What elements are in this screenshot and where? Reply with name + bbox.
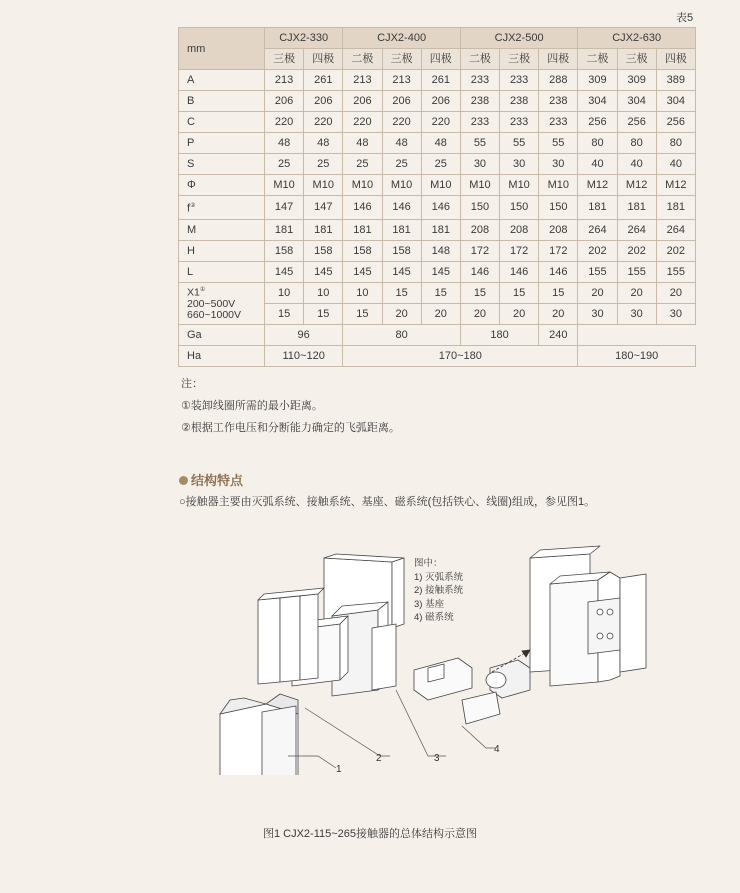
table-cell: 48 [343,133,382,154]
table-cell: M10 [460,175,499,196]
table-cell: 25 [421,154,460,175]
model-header: CJX2-630 [578,28,696,49]
unit-header: mm [179,28,265,70]
pole-header: 四极 [304,49,343,70]
table-cell: 80 [617,133,656,154]
table-cell: 240 [539,324,578,345]
table-row [179,345,696,366]
table-cell: M12 [578,175,617,196]
table-cell: 20 [421,303,460,324]
table-cell: 80 [656,133,695,154]
table-cell: 233 [539,112,578,133]
table-cell: 213 [343,70,382,91]
table-cell: 155 [617,261,656,282]
table-cell: 181 [304,219,343,240]
table-cell: 304 [578,91,617,112]
table-cell: 158 [382,240,421,261]
model-header: CJX2-400 [343,28,461,49]
table-cell: 48 [421,133,460,154]
model-header: CJX2-500 [460,28,578,49]
arc-chamber [300,594,318,680]
pole-header: 四极 [421,49,460,70]
legend-item: 1) 灭弧系统 [414,571,464,583]
table-cell: 172 [539,240,578,261]
table-cell: 15 [343,303,382,324]
pole-header: 二极 [578,49,617,70]
table-cell: 147 [304,196,343,220]
table-cell: 256 [656,112,695,133]
table-cell: 25 [382,154,421,175]
table-row [179,324,696,345]
table-row [179,133,696,154]
row-label: S [179,154,265,175]
table-cell: 206 [265,91,304,112]
table-cell: 30 [539,154,578,175]
table-cell: 30 [656,303,695,324]
table-cell: 208 [460,219,499,240]
table-cell: 25 [265,154,304,175]
table-cell: 147 [265,196,304,220]
table-cell: 55 [500,133,539,154]
table-cell: 309 [578,70,617,91]
model-header: CJX2-330 [265,28,343,49]
table-cell: 40 [656,154,695,175]
table-cell: 55 [460,133,499,154]
table-cell: 158 [265,240,304,261]
callout-1: 1 [336,764,342,775]
table-cell: 304 [656,91,695,112]
pole-header: 二极 [460,49,499,70]
table-cell: 220 [421,112,460,133]
table-cell: 220 [382,112,421,133]
table-cell: 30 [500,154,539,175]
table-row [179,112,696,133]
table-cell: 10 [343,282,382,303]
callout-4: 4 [494,744,500,755]
table-cell: 264 [578,219,617,240]
table-cell: 180~190 [578,345,696,366]
table-cell: 150 [500,196,539,220]
table-cell: 20 [382,303,421,324]
table-cell: 304 [617,91,656,112]
row-label: A [179,70,265,91]
table-cell: 158 [343,240,382,261]
table-cell: 389 [656,70,695,91]
legend-title: 图中： [414,558,443,569]
table-cell: 20 [578,282,617,303]
table-cell: 145 [265,261,304,282]
table-cell: 202 [656,240,695,261]
row-label: Φ [179,175,265,196]
table-cell: 48 [382,133,421,154]
note-item: ②根据工作电压和分断能力确定的飞弧距离。 [181,422,400,434]
table-cell: 309 [617,70,656,91]
table-cell: 180 [460,324,538,345]
row-label: B [179,91,265,112]
row-label: Ha [179,345,265,366]
pole-header: 三极 [265,49,304,70]
row-label: M [179,219,265,240]
table-cell: 145 [343,261,382,282]
pole-header: 四极 [539,49,578,70]
bullet-icon [179,476,188,485]
row-label: L [179,261,265,282]
table-cell: 220 [265,112,304,133]
table-cell: 110~120 [265,345,343,366]
table-cell: 96 [265,324,343,345]
callout-2: 2 [376,753,382,764]
table-row [179,91,696,112]
table-cell: 206 [304,91,343,112]
table-cell: 20 [656,282,695,303]
table-row [179,154,696,175]
table-cell: M10 [304,175,343,196]
table-cell: 30 [617,303,656,324]
table-cell: 256 [617,112,656,133]
table-cell: 145 [304,261,343,282]
table-cell: 20 [500,303,539,324]
table-row [179,70,696,91]
table-cell: 15 [382,282,421,303]
row-label: Ga [179,324,265,345]
table-row [179,219,696,240]
table-cell: 10 [304,282,343,303]
table-cell: 206 [343,91,382,112]
table-cell: M12 [656,175,695,196]
table-cell: 15 [265,303,304,324]
table-cell: 48 [304,133,343,154]
table-cell: 220 [343,112,382,133]
pole-header: 三极 [382,49,421,70]
callout-3: 3 [434,753,440,764]
table-cell: 148 [421,240,460,261]
table-cell: 170~180 [343,345,578,366]
table-cell: 261 [421,70,460,91]
legend-item: 2) 接触系统 [414,585,464,596]
table-cell: 172 [460,240,499,261]
table-cell: 146 [500,261,539,282]
table-cell: 202 [617,240,656,261]
row-label: P [179,133,265,154]
table-cell: M10 [539,175,578,196]
legend-item: 4) 磁系统 [414,612,454,623]
notes-title: 注： [181,378,203,390]
table-cell: 233 [460,70,499,91]
table-cell: 208 [539,219,578,240]
table-cell: 233 [500,70,539,91]
table-cell: 202 [578,240,617,261]
table-cell: 233 [460,112,499,133]
table-cell: 48 [265,133,304,154]
table-row [179,196,696,220]
table-label: 表5 [676,12,694,24]
table-cell: 10 [265,282,304,303]
table-cell: 15 [460,282,499,303]
table-cell: 208 [500,219,539,240]
row-label: f② [179,196,265,220]
row-label: C [179,112,265,133]
table-cell: 206 [382,91,421,112]
table-cell: 25 [304,154,343,175]
table-cell: M10 [382,175,421,196]
table-cell: 213 [265,70,304,91]
table-cell: 238 [539,91,578,112]
figure-caption: 图1 CJX2-115~265接触器的总体结构示意图 [262,828,478,840]
note-item: ①装卸线圈所需的最小距离。 [181,400,323,412]
table-cell: 288 [539,70,578,91]
table-cell: 30 [578,303,617,324]
section-description: ○接触器主要由灭弧系统、接触系统、基座、磁系统(包括铁心、线圈)组成，参见图1。 [179,496,596,508]
table-cell: 150 [539,196,578,220]
table-cell: 145 [421,261,460,282]
arc-chamber [280,596,300,682]
table-cell: 146 [539,261,578,282]
table-cell: 256 [578,112,617,133]
table-cell: 181 [265,219,304,240]
table-cell: 155 [578,261,617,282]
table-cell: 80 [343,324,461,345]
table-row [179,240,696,261]
table-cell: 30 [460,154,499,175]
table-cell: 40 [617,154,656,175]
table-cell: 146 [382,196,421,220]
table-cell: 146 [421,196,460,220]
table-cell: M10 [500,175,539,196]
table-cell: 238 [500,91,539,112]
table-cell: 150 [460,196,499,220]
row-label: H [179,240,265,261]
legend-item: 3) 基座 [414,598,445,610]
table-cell: 213 [382,70,421,91]
dimension-table [178,27,696,367]
arc-chamber [258,598,280,684]
table-cell: 15 [500,282,539,303]
table-cell: 20 [539,303,578,324]
table-cell: 172 [500,240,539,261]
table-cell: 25 [343,154,382,175]
pole-header: 四极 [656,49,695,70]
table-cell: 264 [656,219,695,240]
table-cell: 181 [343,219,382,240]
table-cell: 181 [617,196,656,220]
table-cell: 181 [382,219,421,240]
table-cell: M10 [421,175,460,196]
table-cell: 155 [656,261,695,282]
table-cell: 15 [539,282,578,303]
section-title-text: 结构特点 [191,473,244,488]
row-label: X1① 200~500V 660~1000V [179,282,265,324]
table-cell: 80 [578,133,617,154]
table-cell: 146 [460,261,499,282]
table-cell: 20 [617,282,656,303]
table-cell: 233 [500,112,539,133]
table-cell: 264 [617,219,656,240]
pole-header: 三极 [500,49,539,70]
table-cell: 220 [304,112,343,133]
table-cell: 206 [421,91,460,112]
table-cell: M10 [343,175,382,196]
table-cell: 181 [656,196,695,220]
table-cell: 20 [460,303,499,324]
table-cell: 238 [460,91,499,112]
figure-legend [414,557,463,625]
table-cell: 261 [304,70,343,91]
table-cell: 15 [304,303,343,324]
table-cell: 55 [539,133,578,154]
table-row [179,282,696,303]
table-cell: M12 [617,175,656,196]
table-row [179,261,696,282]
section-title [179,470,243,489]
table-cell: 145 [382,261,421,282]
pole-header: 三极 [617,49,656,70]
table-cell: 40 [578,154,617,175]
notes [181,373,400,439]
table-cell: 181 [421,219,460,240]
table-cell: 158 [304,240,343,261]
armature [462,692,500,724]
table-cell: 181 [578,196,617,220]
table-row [179,175,696,196]
table-cell: 15 [421,282,460,303]
pole-header: 二极 [343,49,382,70]
table-cell: M10 [265,175,304,196]
table-cell: 146 [343,196,382,220]
